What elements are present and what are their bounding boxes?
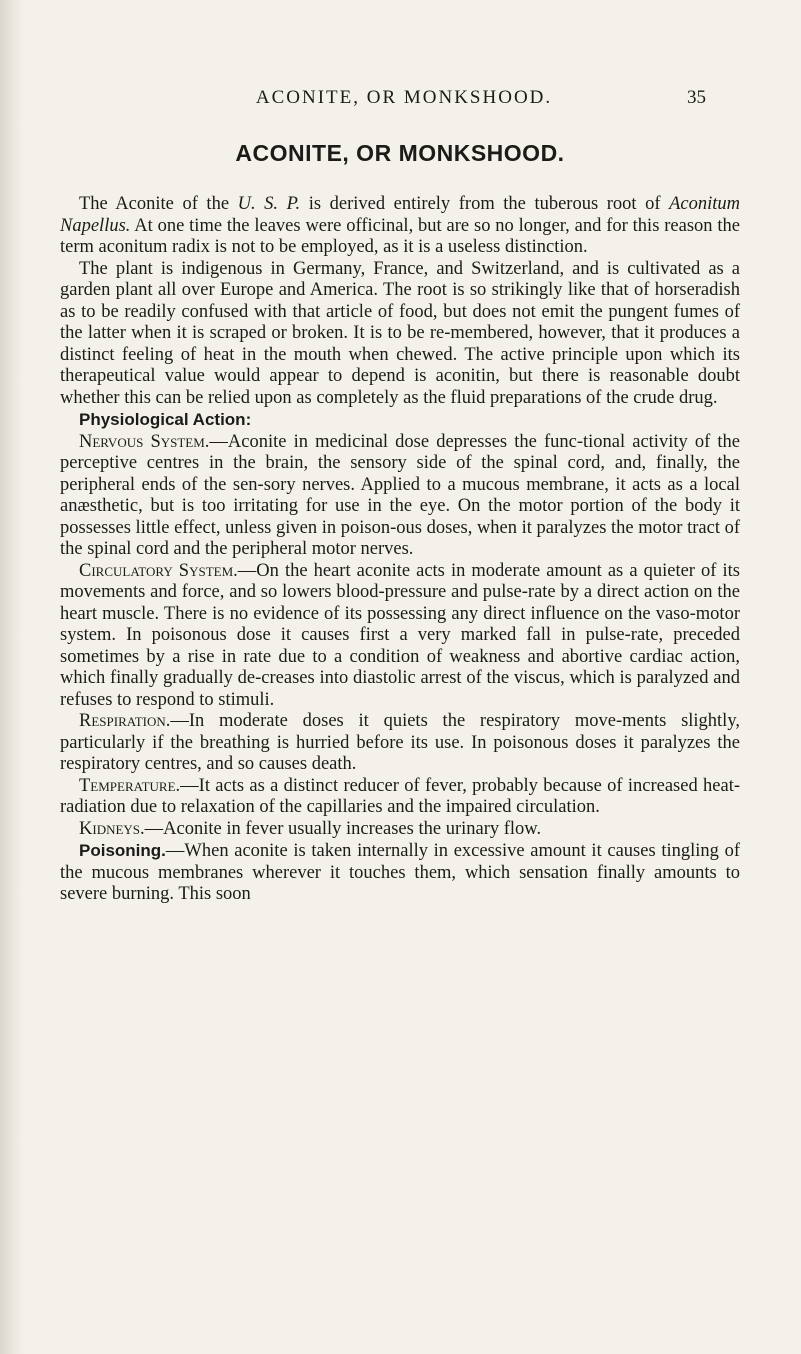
section-kidneys [60, 819, 740, 841]
intro-text-c: At one time the leaves were officinal, but are so no longer, and for this reason the term aconitum radix is not to be employed, as it is a useless distinction. [60, 215, 740, 257]
intro-text-a: The Aconite of the [79, 194, 238, 214]
chapter-title: ACONITE, OR MONKSHOOD. [235, 140, 565, 166]
physiological-heading: Physiological Action: [79, 410, 252, 429]
page-gutter-shadow [0, 0, 24, 1354]
section-label: Circulatory System. [79, 560, 238, 581]
section-text: —On the heart aconite acts in moderate amount as a quieter of its movements and force, and so lowers blood-pressure and pulse-rate by a direct action on the heart muscle. There is no evidence of its possessing any direct influence on the vaso-motor system. In poisonous dose it causes first a very marked fall in pulse-rate, preceded sometimes by a rise in rate due to a condition of weakness and abortive cardiac action, which finally gradually de-creases into diastolic arrest of the viscus, which is paralyzed and refuses to respond to stimuli. [60, 560, 740, 710]
section-text: —Aconite in fever usually increases the urinary flow. [144, 818, 542, 839]
intro-paragraph-2: The plant is indigenous in Germany, France, and Switzerland, and is cultivated as a garden plant all over Europe and America. The root is so strikingly like that of horseradish as to be readily confused with that article of food, but does not emit the pungent fumes of the latter when it is scraped or broken. It is to be re-membered, however, that it produces a distinct feeling of heat in the mouth when chewed. The active principle upon which its therapeutical value would appear to depend is aconitin, but there is reasonable doubt whether this can be relied upon as completely as the fluid preparations of the crude drug. [60, 258, 740, 408]
section-label: Respiration. [79, 711, 171, 731]
intro-text-b: is derived entirely from the tuberous root of [300, 194, 670, 214]
page-number: 35 [687, 87, 706, 108]
usp-abbrev: U. S. P. [237, 194, 301, 214]
section-text: —In moderate doses it quiets the respiratory move-ments slightly, particularly if the breathing is hurried before its use. In poisonous doses it paralyzes the respiratory centres, and so causes death. [60, 711, 740, 774]
section-text: —It acts as a distinct reducer of fever, probably because of increased heat-radiation due to relaxation of the capillaries and the impaired circulation. [60, 775, 740, 817]
section-label: Nervous System. [79, 431, 210, 452]
section-respiration [60, 711, 740, 776]
body-text [60, 194, 740, 906]
intro-paragraph-1 [60, 194, 740, 259]
running-head-title: ACONITE, OR MONKSHOOD. [255, 87, 553, 108]
section-text: —Aconite in medicinal dose depresses the func-tional activity of the perceptive centres in the brain, the sensory side of the spinal cord, and, finally, the peripheral ends of the sen-sory nerves. Applied to a mucous membrane, it acts as a local anæsthetic, but is too irritating for use in the eye. On the motor portion of the body it possesses little effect, unless given in poison-ous doses, when it paralyzes the motor tract of the spinal cord and the peripheral motor nerves. [60, 431, 740, 559]
section-poisoning [60, 840, 740, 906]
species-name: Aconitum Napellus. [60, 194, 740, 236]
section-circulatory [60, 561, 740, 712]
section-temperature [60, 776, 740, 819]
section-text: —When aconite is taken internally in excessive amount it causes tingling of the mucous membranes wherever it touches them, which sensation finally amounts to severe burning. This soon [60, 841, 740, 904]
section-label: Poisoning. [79, 841, 166, 860]
section-label: Kidneys. [79, 818, 145, 839]
section-nervous [60, 432, 740, 561]
section-label: Temperature. [79, 775, 181, 796]
